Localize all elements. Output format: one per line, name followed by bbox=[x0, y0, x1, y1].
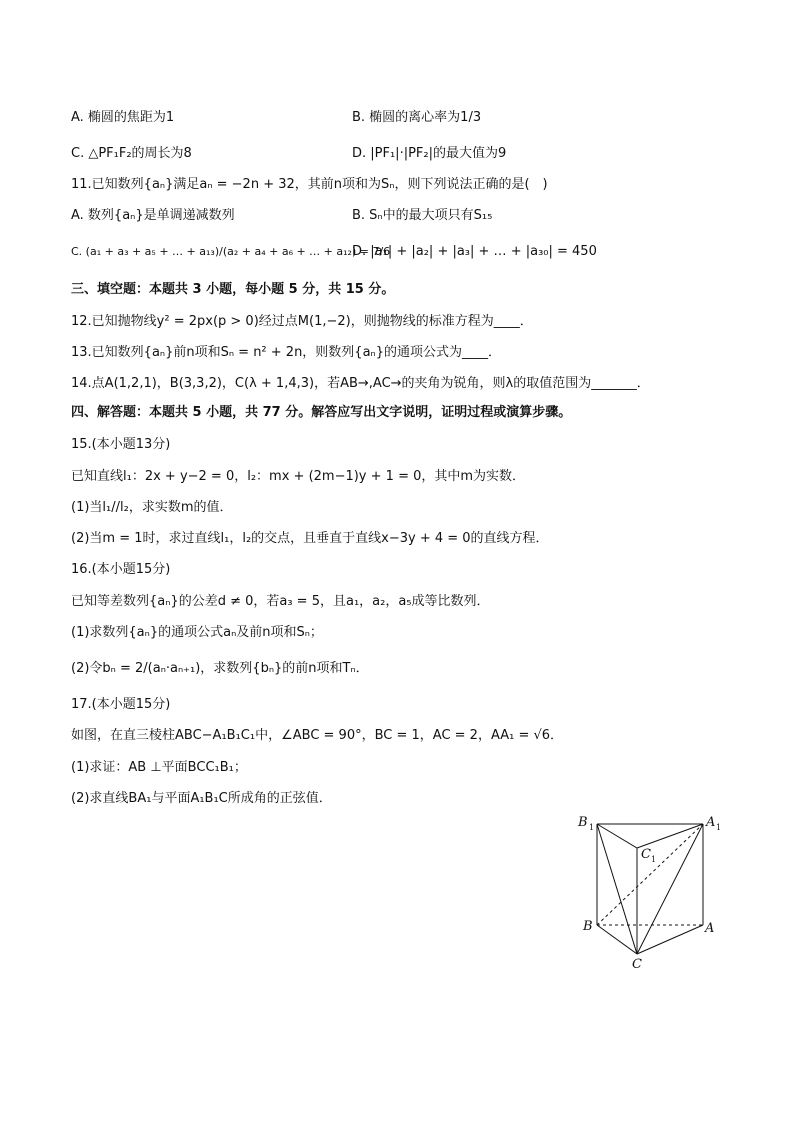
label-a1: A bbox=[706, 815, 716, 830]
label-b1-sub: 1 bbox=[589, 823, 595, 832]
label-a: A bbox=[705, 921, 715, 936]
q11-option-a: A. 数列{aₙ}是单调递减数列 bbox=[71, 208, 235, 223]
q15-part-2: (2)当m = 1时，求过直线l₁，l₂的交点，且垂直于直线x−3y + 4 = 0的直线方程． bbox=[71, 531, 549, 546]
q15-stem: 已知直线l₁：2x + y−2 = 0，l₂：mx + (2m−1)y + 1 = 0，其中m为实数． bbox=[71, 469, 526, 484]
edge-c-a bbox=[637, 925, 703, 954]
segment-c-a1 bbox=[637, 824, 703, 954]
q17-header: 17.(本小题15分) bbox=[71, 697, 171, 712]
label-c1: C bbox=[641, 847, 651, 862]
q11-option-c: C. (a₁ + a₃ + a₅ + … + a₁₃)/(a₂ + a₄ + a₆ + … + a₁₂) = 7/6 bbox=[71, 245, 391, 258]
q10-option-b: B. 椭圆的离心率为1/3 bbox=[352, 110, 482, 125]
label-b1: B bbox=[578, 815, 588, 830]
section-3-heading: 三、填空题：本题共 3 小题，每小题 5 分，共 15 分。 bbox=[71, 282, 395, 297]
q10-option-d: D. |PF₁|·|PF₂|的最大值为9 bbox=[352, 146, 507, 161]
prism-figure bbox=[575, 808, 735, 973]
q16-part-1: (1)求数列{aₙ}的通项公式aₙ及前n项和Sₙ； bbox=[71, 625, 323, 640]
q10-option-a: A. 椭圆的焦距为1 bbox=[71, 110, 175, 125]
q14-text: 14.点A(1,2,1)，B(3,3,2)，C(λ + 1,4,3)，若AB→,AC→的夹角为锐角，则λ的取值范围为_______． bbox=[71, 376, 650, 391]
label-c1-sub: 1 bbox=[651, 855, 657, 864]
q16-part-2: (2)令bₙ = 2/(aₙ·aₙ₊₁)，求数列{bₙ}的前n项和Tₙ． bbox=[71, 661, 369, 676]
label-b: B bbox=[583, 919, 593, 934]
q13-text: 13.已知数列{aₙ}前n项和Sₙ = n² + 2n，则数列{aₙ}的通项公式为____． bbox=[71, 345, 501, 360]
q10-option-c: C. △PF₁F₂的周长为8 bbox=[71, 146, 192, 161]
prism-diagram bbox=[575, 808, 735, 973]
q15-header: 15.(本小题13分) bbox=[71, 437, 171, 452]
edge-b-c bbox=[597, 925, 637, 954]
label-a1-sub: 1 bbox=[716, 823, 722, 832]
q11-option-b: B. Sₙ中的最大项只有S₁₅ bbox=[352, 208, 493, 223]
q17-part-1: (1)求证：AB ⊥平面BCC₁B₁； bbox=[71, 760, 247, 775]
q16-header: 16.(本小题15分) bbox=[71, 562, 171, 577]
segment-b1-c bbox=[597, 824, 637, 954]
q16-stem: 已知等差数列{aₙ}的公差d ≠ 0，若a₃ = 5，且a₁，a₂，a₅成等比数列． bbox=[71, 594, 490, 609]
q12-text: 12.已知抛物线y² = 2px(p > 0)经过点M(1,−2)，则抛物线的标准方程为____． bbox=[71, 314, 533, 329]
q11-option-d: D. |a₁| + |a₂| + |a₃| + … + |a₃₀| = 450 bbox=[352, 244, 597, 259]
section-4-heading: 四、解答题：本题共 5 小题，共 77 分。解答应写出文字说明，证明过程或演算步骤。 bbox=[71, 405, 572, 420]
q15-part-1: (1)当l₁//l₂，求实数m的值． bbox=[71, 500, 233, 515]
q11-stem: 11.已知数列{aₙ}满足aₙ = −2n + 32，其前n项和为Sₙ，则下列说法正确的是( ) bbox=[71, 177, 548, 192]
label-c: C bbox=[632, 957, 642, 972]
q17-part-2: (2)求直线BA₁与平面A₁B₁C所成角的正弦值． bbox=[71, 791, 332, 806]
q17-stem: 如图，在直三棱柱ABC−A₁B₁C₁中，∠ABC = 90°，BC = 1，AC = 2，AA₁ = √6． bbox=[71, 728, 564, 743]
